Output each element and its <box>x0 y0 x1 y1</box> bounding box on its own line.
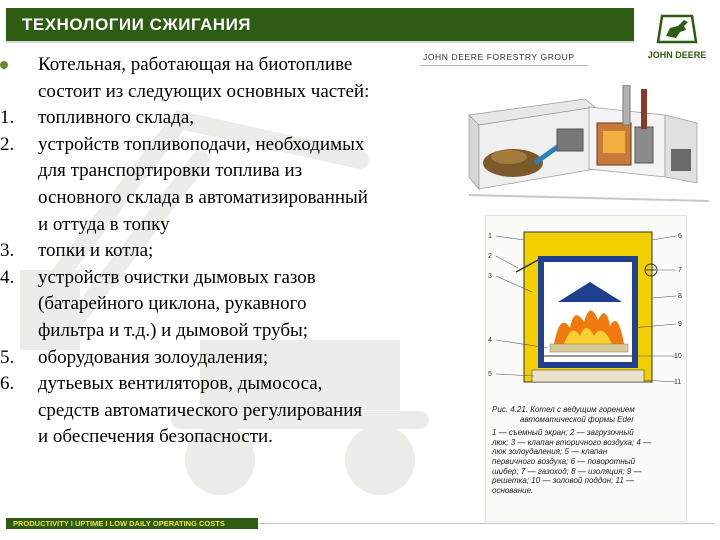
list-item <box>0 345 470 372</box>
callout-number: 9 <box>678 321 682 328</box>
list-item <box>0 238 470 265</box>
callout-number: 1 <box>488 233 492 240</box>
list-item-continuation <box>0 291 470 318</box>
item-text: устройств очистки дымовых газов <box>38 266 316 288</box>
item-text: средств автоматического регулирования <box>38 399 363 421</box>
callout-number: 7 <box>678 267 682 274</box>
item-text: фильтра и т.д.) и дымовой трубы; <box>38 319 309 341</box>
item-number: 3. <box>0 240 15 262</box>
item-text: и оттуда в топку <box>38 213 170 235</box>
list-item-continuation <box>0 158 470 185</box>
callout-number: 3 <box>488 273 492 280</box>
intro-line <box>0 79 470 106</box>
item-text: оборудования золоудаления; <box>38 346 269 368</box>
caption-title: Рис. 4.21. Котел с ведущим горением <box>492 405 635 414</box>
item-number: 1. <box>0 107 15 129</box>
boiler-diagram <box>486 216 686 406</box>
item-number: 4. <box>0 266 15 288</box>
item-text: и обеспечения безопасности. <box>38 426 273 448</box>
list-item <box>0 265 470 292</box>
callout-number: 2 <box>488 253 492 260</box>
footer-bar <box>6 518 258 529</box>
list-item-continuation <box>0 424 470 451</box>
footer-divider <box>258 523 714 524</box>
title-bar <box>6 8 634 43</box>
page-title: ТЕХНОЛОГИИ СЖИГАНИЯ <box>22 15 252 34</box>
caption-line: шибер; 7 — газоход; 8 — изоляция; 9 — <box>492 466 642 476</box>
list-item-continuation <box>0 398 470 425</box>
caption-line: люк; 3 — клапан вторичного воздуха; 4 — <box>492 437 652 447</box>
item-number: 5. <box>0 346 15 368</box>
list-item-continuation <box>0 318 470 345</box>
deer-logo-icon <box>640 8 714 50</box>
callout-number: 5 <box>488 371 492 378</box>
caption-line: люк золоудаления; 5 — клапан <box>492 447 608 457</box>
list-item-continuation <box>0 185 470 212</box>
callout-number: 6 <box>678 233 682 240</box>
item-text: дутьевых вентиляторов, дымососа, <box>38 373 323 395</box>
item-number: 2. <box>0 133 15 155</box>
item-text: основного склада в автоматизированный <box>38 186 368 208</box>
item-text: для транспортировки топлива из <box>38 160 303 182</box>
intro-text-1: Котельная, работающая на биотопливе <box>38 54 353 75</box>
list-item <box>0 105 470 132</box>
caption-line: основание. <box>492 485 534 495</box>
item-text: топливного склада, <box>38 107 195 129</box>
list-item <box>0 371 470 398</box>
caption-title: автоматической формы Eder <box>520 414 635 424</box>
boiler-house-illustration <box>465 85 713 213</box>
footer-slogan: PRODUCTIVITY I UPTIME I LOW DAILY OPERATING COSTS <box>13 519 225 528</box>
group-label: JOHN DEERE FORESTRY GROUP <box>423 52 575 62</box>
figure-caption <box>492 405 680 495</box>
item-number: 6. <box>0 373 15 395</box>
logo-text: JOHN DEERE <box>647 50 707 60</box>
item-text: топки и котла; <box>38 240 154 262</box>
john-deere-logo <box>640 8 714 70</box>
item-text: (батарейного циклона, рукавного <box>38 293 307 315</box>
callout-number: 4 <box>488 337 492 344</box>
callout-number: 11 <box>674 379 682 386</box>
bullet-icon <box>0 61 8 69</box>
caption-line: первичного воздуха; 6 — поворотный <box>492 456 636 466</box>
caption-line: решетка; 10 — золовой поддон; 11 — <box>492 476 635 486</box>
callout-number: 10 <box>674 353 682 360</box>
caption-line: 1 — съемный экран; 2 — загрузочный <box>492 428 634 438</box>
main-text <box>0 52 470 451</box>
intro-line <box>0 52 470 79</box>
list-item <box>0 132 470 159</box>
item-text: устройств топливоподачи, необходимых <box>38 133 365 155</box>
callout-number: 8 <box>678 293 682 300</box>
intro-text-2: состоит из следующих основных частей: <box>38 80 370 102</box>
list-item-continuation <box>0 212 470 239</box>
